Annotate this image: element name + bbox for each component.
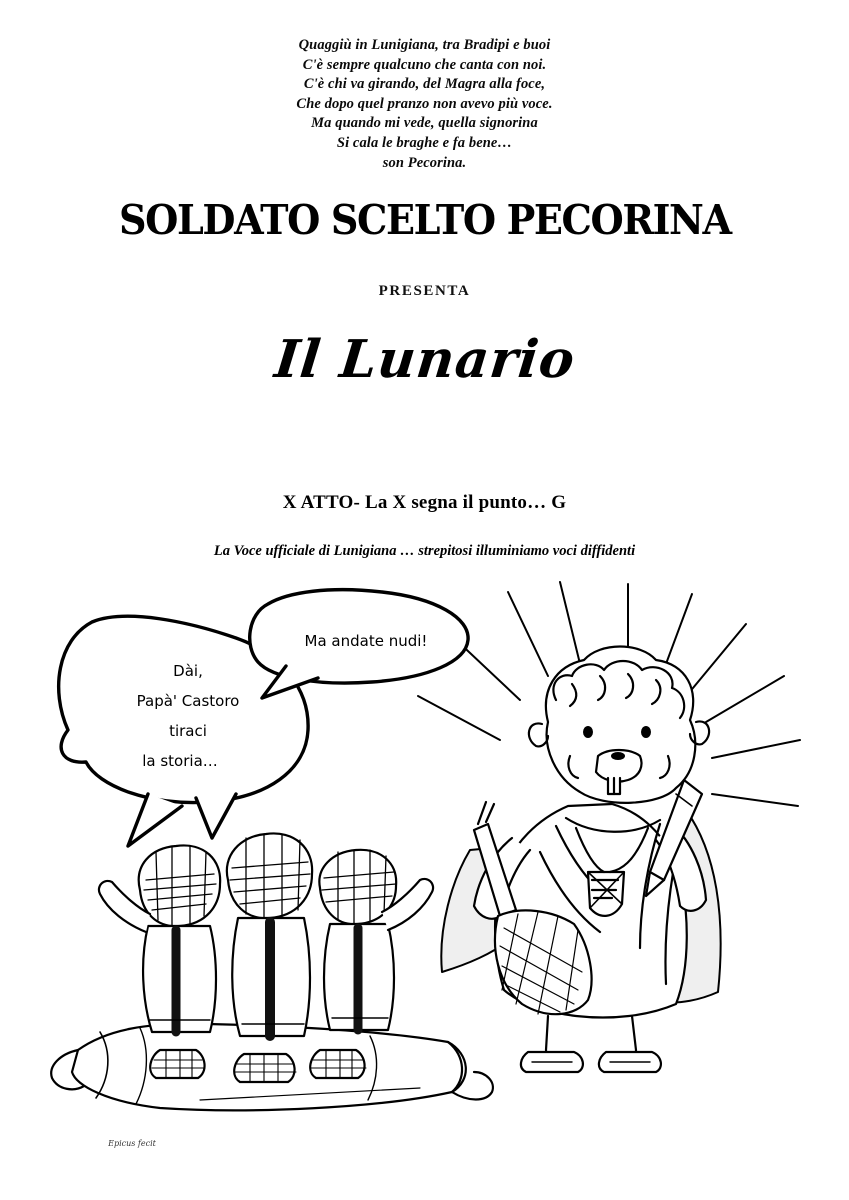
verse-line: C'è sempre qualcuno che canta con noi. (302, 56, 547, 73)
bubble-left-line-3: tiraci (169, 722, 207, 740)
masthead-title: SOLDATO SCELTO PECORINA (118, 196, 731, 244)
bubble-right-line-1: Ma andate nudi! (304, 632, 428, 650)
presenta-label: PRESENTA (378, 283, 471, 299)
verse-line: Ma quando mi vede, quella signorina (311, 115, 538, 132)
speech-bubble-right-text (305, 632, 428, 650)
verse-line: C'è chi va girando, del Magra alla foce, (303, 76, 546, 93)
verse-line: son Pecorina. (382, 154, 467, 171)
verse-line: Quaggiù in Lunigiana, tra Bradipi e buoi (298, 37, 551, 53)
bubble-left-line-2: Papà' Castoro (136, 692, 240, 710)
artist-signature: Epicus fecit (108, 1139, 156, 1148)
bubble-left-line-4: la storia… (142, 752, 218, 770)
act-heading: X ATTO- La X segna il punto… G (282, 492, 567, 513)
verse-line: Si cala le braghe e fa bene… (336, 134, 513, 151)
verse-block (0, 36, 849, 173)
illustration (0, 580, 849, 1180)
logo (0, 330, 849, 390)
bubble-left-line-1: Dài, (173, 662, 203, 680)
logo-title: Il Lunario (271, 329, 578, 390)
masthead (0, 196, 849, 244)
beaver-figure (529, 647, 709, 803)
verse-line: Che dopo quel pranzo non avevo più voce. (296, 95, 553, 112)
subtitle: La Voce ufficiale di Lunigiana … strepitosi illuminiamo voci diffidenti (213, 543, 636, 559)
